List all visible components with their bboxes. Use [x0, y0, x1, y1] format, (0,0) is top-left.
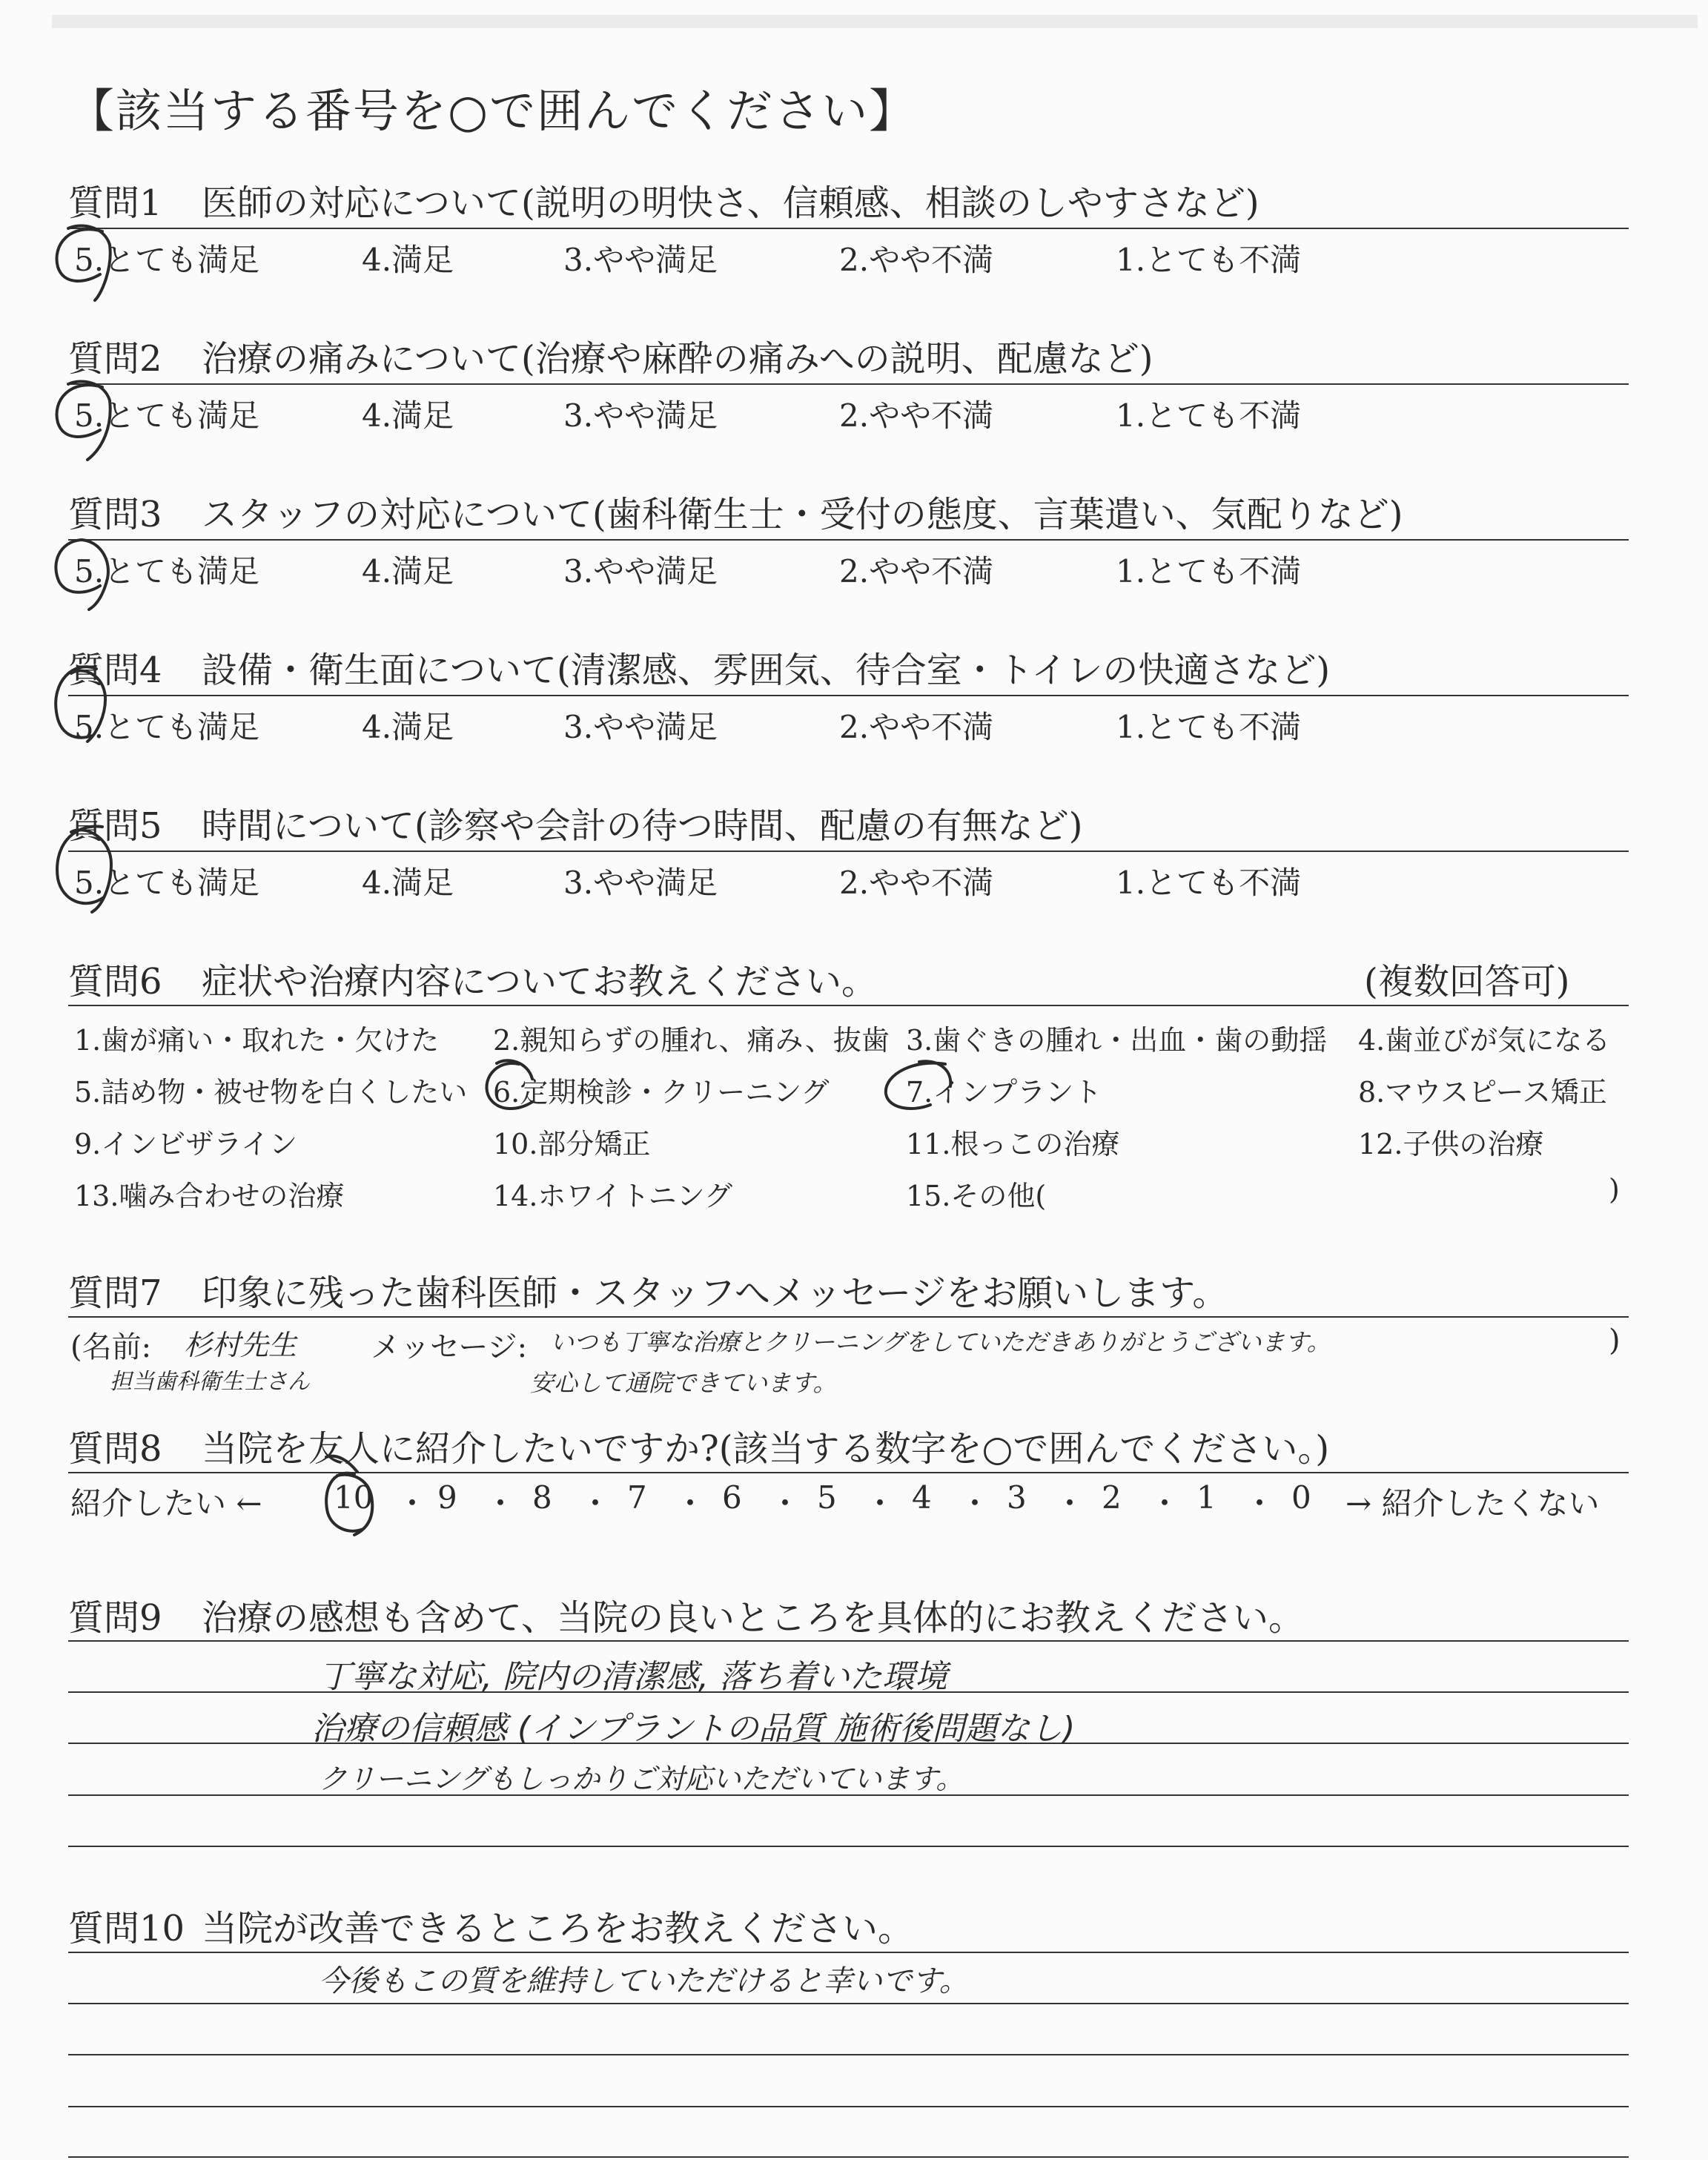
name-handwritten-line2: 担当歯科衛生士さん — [110, 1369, 310, 1395]
question-divider — [68, 1472, 1629, 1473]
scale-9[interactable]: 9 — [437, 1479, 457, 1516]
symptom-10[interactable]: 10.部分矯正 — [493, 1128, 651, 1160]
option-1[interactable]: 1.とても不満 — [1116, 865, 1302, 901]
scale-right-label: → 紹介したくない — [1345, 1485, 1600, 1522]
question-8 — [68, 1420, 1329, 1471]
question-7 — [68, 1264, 1228, 1315]
question-divider — [68, 851, 1629, 852]
option-2[interactable]: 2.やや不満 — [839, 709, 994, 745]
option-4[interactable]: 4.満足 — [362, 397, 454, 434]
message-handwritten-line1: いつも丁寧な治療とクリーニングをしていただきありがとうございます。 — [550, 1328, 1331, 1356]
scale-8[interactable]: 8 — [532, 1479, 552, 1516]
question-divider — [68, 695, 1629, 696]
option-5[interactable]: 5.とても満足 — [74, 553, 260, 589]
scale-4[interactable]: 4 — [912, 1479, 932, 1516]
scale-dot: ・ — [864, 1485, 896, 1522]
option-5[interactable]: 5.とても満足 — [74, 709, 260, 745]
question-1 — [68, 174, 1260, 225]
question-text: 治療の痛みについて(治療や麻酔の痛みへの説明、配慮など) — [202, 338, 1153, 380]
multiple-answers-note: (複数回答可) — [1364, 961, 1570, 1003]
scan-top-band — [52, 15, 1698, 28]
message-close-paren: ) — [1609, 1324, 1621, 1358]
message-handwritten-line2: 安心して通院できています。 — [530, 1369, 837, 1397]
option-3[interactable]: 3.やや満足 — [563, 397, 718, 434]
option-1[interactable]: 1.とても不満 — [1116, 242, 1302, 278]
question-number: 質問8 — [68, 1428, 162, 1470]
symptom-4[interactable]: 4.歯並びが気になる — [1358, 1024, 1611, 1057]
option-4[interactable]: 4.満足 — [362, 865, 454, 901]
question-number: 質問7 — [68, 1272, 162, 1314]
option-2[interactable]: 2.やや不満 — [839, 397, 994, 434]
question-9 — [68, 1589, 1304, 1640]
option-3[interactable]: 3.やや満足 — [563, 865, 718, 901]
page-title: 【該当する番号を○で囲んでください】 — [68, 84, 917, 138]
answer-line — [68, 2156, 1629, 2158]
option-1[interactable]: 1.とても不満 — [1116, 709, 1302, 745]
option-4[interactable]: 4.満足 — [362, 242, 454, 278]
symptom-5[interactable]: 5.詰め物・被せ物を白くしたい — [74, 1076, 468, 1109]
question-number: 質問2 — [68, 338, 162, 380]
option-2[interactable]: 2.やや不満 — [839, 242, 994, 278]
question-3 — [68, 486, 1403, 537]
scale-5[interactable]: 5 — [817, 1479, 837, 1516]
symptom-11[interactable]: 11.根っこの治療 — [906, 1128, 1120, 1160]
question-4 — [68, 641, 1330, 693]
answer-line — [68, 2054, 1629, 2055]
question-text: スタッフの対応について(歯科衛生士・受付の態度、言葉遣い、気配りなど) — [202, 494, 1403, 535]
symptom-3[interactable]: 3.歯ぐきの腫れ・出血・歯の動揺 — [906, 1024, 1328, 1057]
question-divider — [68, 228, 1629, 229]
scale-6[interactable]: 6 — [722, 1479, 742, 1516]
handwritten-line-1: 丁寧な対応, 院内の清潔感, 落ち着いた環境 — [319, 1658, 947, 1696]
symptom-2[interactable]: 2.親知らずの腫れ、痛み、抜歯 — [493, 1024, 890, 1057]
question-divider — [68, 1316, 1629, 1318]
question-6 — [68, 953, 877, 1004]
answer-line — [68, 1846, 1629, 1847]
scale-dot: ・ — [675, 1485, 706, 1522]
scale-3[interactable]: 3 — [1007, 1479, 1027, 1516]
option-5[interactable]: 5.とても満足 — [74, 242, 260, 278]
handwritten-line-2: 治療の信頼感 (インプラントの品質 施術後問題なし) — [311, 1710, 1076, 1748]
question-divider — [68, 1005, 1629, 1006]
answer-line — [68, 2003, 1629, 2004]
symptom-13[interactable]: 13.噛み合わせの治療 — [74, 1180, 345, 1212]
question-number: 質問5 — [68, 805, 162, 847]
option-2[interactable]: 2.やや不満 — [839, 865, 994, 901]
question-10 — [68, 1900, 913, 1951]
question-text: 設備・衛生面について(清潔感、雰囲気、待合室・トイレの快適さなど) — [202, 650, 1331, 691]
question-text: 症状や治療内容についてお教えください。 — [202, 961, 878, 1003]
scale-dot: ・ — [580, 1485, 612, 1522]
option-1[interactable]: 1.とても不満 — [1116, 553, 1302, 589]
scale-dot: ・ — [397, 1485, 428, 1522]
question-number: 質問10 — [68, 1908, 185, 1949]
question-text: 印象に残った歯科医師・スタッフへメッセージをお願いします。 — [202, 1272, 1228, 1314]
scale-7[interactable]: 7 — [627, 1479, 647, 1516]
name-handwritten: 杉村先生 — [184, 1329, 297, 1361]
question-divider — [68, 383, 1629, 385]
symptom-6[interactable]: 6.定期検診・クリーニング — [493, 1076, 830, 1109]
question-number: 質問1 — [68, 182, 162, 224]
question-number: 質問4 — [68, 650, 162, 691]
scale-1[interactable]: 1 — [1196, 1479, 1217, 1516]
option-2[interactable]: 2.やや不満 — [839, 553, 994, 589]
option-3[interactable]: 3.やや満足 — [563, 553, 718, 589]
option-5[interactable]: 5.とても満足 — [74, 865, 260, 901]
question-2 — [68, 330, 1153, 381]
option-3[interactable]: 3.やや満足 — [563, 242, 718, 278]
question-number: 質問6 — [68, 961, 162, 1003]
question-divider — [68, 539, 1629, 541]
answer-line — [68, 1952, 1629, 1953]
option-1[interactable]: 1.とても不満 — [1116, 397, 1302, 434]
symptom-1[interactable]: 1.歯が痛い・取れた・欠けた — [74, 1024, 440, 1057]
question-number: 質問3 — [68, 494, 162, 535]
question-text: 時間について(診察や会計の待つ時間、配慮の有無など) — [202, 805, 1083, 847]
symptom-7[interactable]: 7.インプラント — [906, 1076, 1102, 1109]
symptom-9[interactable]: 9.インビザライン — [74, 1128, 298, 1160]
symptom-15-other[interactable]: 15.その他( — [906, 1180, 1047, 1212]
handwritten-line-1: 今後もこの質を維持していただけると幸いです。 — [319, 1964, 969, 1998]
scale-dot: ・ — [959, 1485, 991, 1522]
other-close-paren: ) — [1609, 1173, 1620, 1206]
answer-line — [68, 2106, 1629, 2107]
option-3[interactable]: 3.やや満足 — [563, 709, 718, 745]
question-5 — [68, 797, 1083, 848]
option-5[interactable]: 5.とても満足 — [74, 397, 260, 434]
question-text: 当院が改善できるところをお教えください。 — [202, 1908, 914, 1949]
scale-dot: ・ — [1149, 1485, 1181, 1522]
scale-dot: ・ — [769, 1485, 801, 1522]
symptom-8[interactable]: 8.マウスピース矯正 — [1358, 1076, 1607, 1109]
handwritten-line-3: クリーニングもしっかりご対応いただいています。 — [319, 1763, 964, 1795]
scale-2[interactable]: 2 — [1102, 1479, 1122, 1516]
name-label: (名前: — [70, 1330, 152, 1364]
question-text: 医師の対応について(説明の明快さ、信頼感、相談のしやすさなど) — [202, 182, 1260, 224]
option-4[interactable]: 4.満足 — [362, 553, 454, 589]
symptom-12[interactable]: 12.子供の治療 — [1358, 1128, 1544, 1160]
scale-10[interactable]: 10 — [334, 1479, 374, 1516]
question-number: 質問9 — [68, 1597, 162, 1639]
scale-dot: ・ — [1244, 1485, 1276, 1522]
scale-left-label: 紹介したい ← — [70, 1485, 262, 1522]
question-text: 治療の感想も含めて、当院の良いところを具体的にお教えください。 — [202, 1597, 1305, 1639]
scale-0[interactable]: 0 — [1291, 1479, 1311, 1516]
question-text: 当院を友人に紹介したいですか?(該当する数字を○で囲んでください。) — [202, 1428, 1330, 1470]
scale-dot: ・ — [1054, 1485, 1086, 1522]
message-label: メッセージ: — [371, 1330, 528, 1364]
scale-dot: ・ — [485, 1485, 517, 1522]
symptom-14[interactable]: 14.ホワイトニング — [493, 1180, 733, 1212]
option-4[interactable]: 4.満足 — [362, 709, 454, 745]
answer-line — [68, 1640, 1629, 1642]
